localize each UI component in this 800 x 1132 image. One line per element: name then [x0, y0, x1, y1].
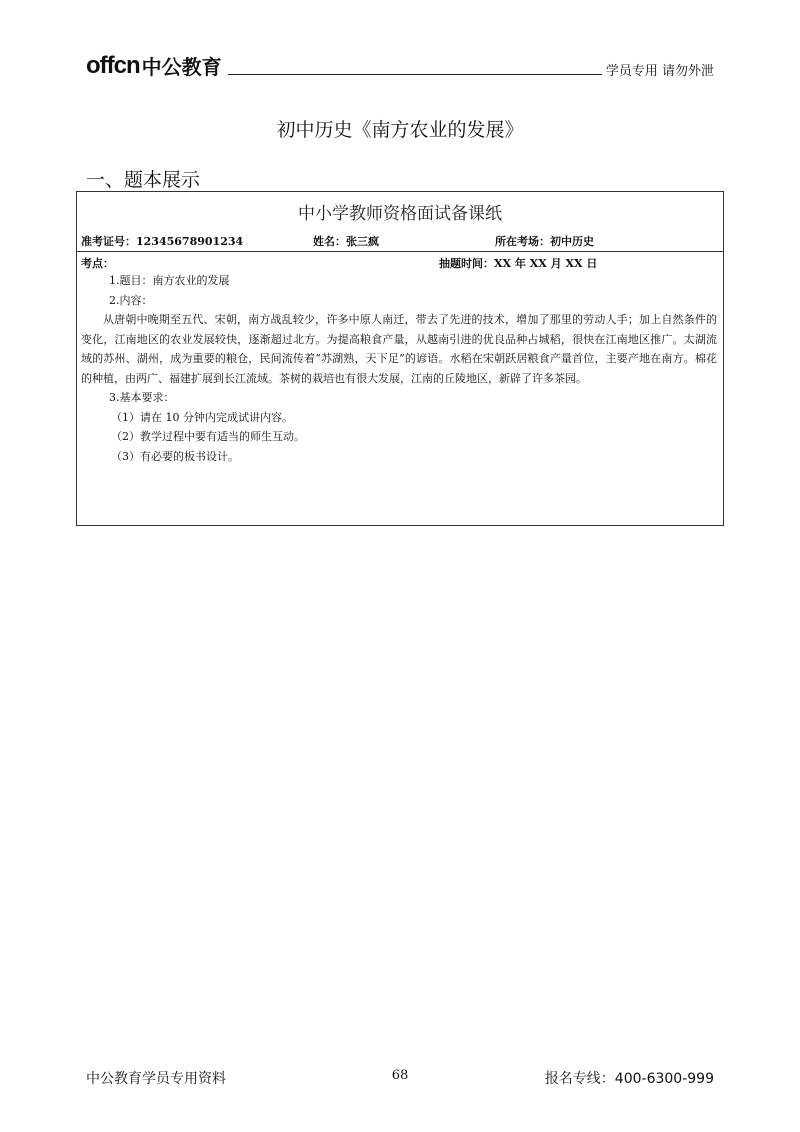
sheet-heading: 中小学教师资格面试备课纸 — [298, 204, 502, 224]
requirement-3: （3）有必要的板书设计。 — [111, 449, 239, 463]
document-title: 初中历史《南方农业的发展》 — [276, 119, 524, 141]
requirement-1: （1）请在 10 分钟内完成试讲内容。 — [111, 410, 293, 424]
logo-text-en: offcn — [86, 52, 140, 79]
item-topic: 1.题目：南方农业的发展 — [109, 274, 230, 287]
draw-time: 抽题时间：XX 年 XX 月 XX 日 — [439, 257, 598, 270]
item-content-label: 2.内容： — [109, 293, 153, 307]
exam-prep-sheet — [76, 191, 724, 526]
logo-text-cn: 中公教育 — [141, 55, 222, 79]
candidate-name: 姓名：张三疯 — [313, 235, 379, 248]
footer-material-label: 中公教育学员专用资料 — [86, 1071, 226, 1087]
page-number: 68 — [391, 1068, 409, 1083]
candidate-info-row — [77, 229, 723, 252]
section-heading: 一、题本展示 — [86, 169, 201, 191]
footer-hotline: 报名专线：400-6300-999 — [544, 1071, 714, 1087]
brand-logo — [86, 50, 222, 80]
content-paragraph: 从唐朝中晚期至五代、宋朝，南方战乱较少，许多中原人南迁，带去了先进的技术，增加了那里的劳动人手；加上自然条件的变化，江南地区的农业发展较快，逐渐超过北方。为提高粮食产量，从越南引进的优良品种占城稻，很快在江南地区推广。太湖流域的苏州、湖州，成为重要的粮仓，民间流传着“苏湖熟，天下足”的谚语。水稻在宋朝跃居粮食产量首位，主要产地在南方。棉花的种植，由两广、福建扩展到长江流域。茶树的栽培也有很大发展，江南的丘陵地区，新辟了许多茶园。 — [81, 313, 717, 385]
item-requirements-label: 3.基本要求： — [109, 391, 175, 404]
requirement-2: （2）教学过程中要有适当的师生互动。 — [111, 430, 305, 443]
sheet-body — [77, 252, 723, 466]
topic-row — [81, 255, 719, 271]
ticket-number: 准考证号：12345678901234 — [81, 235, 244, 248]
exam-venue: 所在考场：初中历史 — [495, 235, 594, 248]
header-confidential-tag: 学员专用 请勿外泄 — [602, 60, 714, 79]
topic-label: 考点： — [81, 257, 114, 270]
